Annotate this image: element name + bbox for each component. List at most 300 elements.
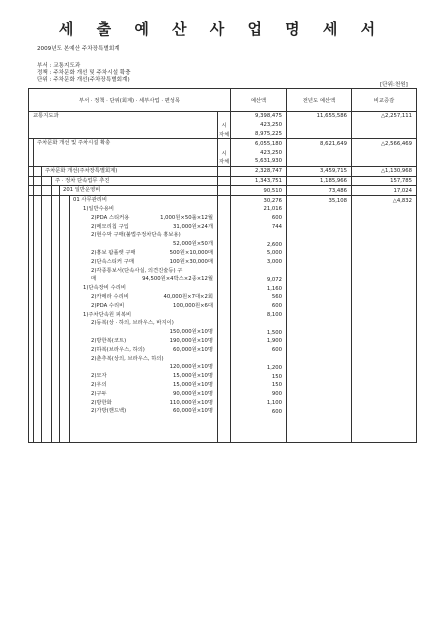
item-cell [29,139,218,148]
header-item: 부서 · 정책 · 단위(회계) · 세부사업 · 편성목 [29,89,231,112]
funding-source [218,186,231,196]
hierarchy-line [41,223,42,232]
funding-source [218,275,231,284]
item-label: 01 사무관리비 [73,197,108,204]
item-label: 2)PDA 수리비 [91,302,125,309]
amount-cell: 5,000 [231,249,287,258]
prev-amount-cell: 11,655,586 [287,112,352,121]
hierarchy-line [33,311,34,320]
amount-cell: 5,631,930 [231,157,287,166]
hierarchy-line [59,267,60,276]
hierarchy-line [69,372,70,381]
table-row [29,337,417,346]
item-calculation: 60,000원×10명 [173,346,213,353]
amount-cell: 1,900 [231,337,287,346]
item-label: 1)단속장비 수리비 [83,285,126,292]
funding-source [218,328,231,337]
table-row [29,302,417,311]
hierarchy-line [59,363,60,372]
item-calculation: 500원×10,000매 [169,249,213,256]
prev-amount-cell [287,337,352,346]
hierarchy-line [51,346,52,355]
document-title: 세 출 예 산 사 업 명 세 서 [58,20,385,38]
item-label: 주차문화 개선 및 주차시설 확충 [37,140,111,147]
table-row [29,407,417,416]
amount-cell: 6,055,180 [231,139,287,148]
item-label: 2)방한화 [91,399,112,406]
item-cell [29,205,218,214]
hierarchy-line [51,381,52,390]
hierarchy-line [33,258,34,267]
funding-source [218,319,231,328]
hierarchy-line [33,407,34,416]
diff-cell [352,399,417,408]
unit-note: [단위:천원] [380,82,408,88]
funding-source [218,231,231,240]
table-row [29,240,417,249]
hierarchy-line [69,231,70,240]
hierarchy-line [33,346,34,355]
item-cell [29,302,218,311]
table-row [29,186,417,196]
hierarchy-line [33,177,34,186]
header-prev-amount: 전년도 예산액 [287,89,352,112]
hierarchy-line [69,267,70,276]
hierarchy-line [59,284,60,293]
hierarchy-line [59,311,60,320]
table-row [29,223,417,232]
item-label: 교통지도과 [33,113,59,119]
hierarchy-line [69,407,70,416]
table-row [29,267,417,276]
item-label: 2)각종통보서(단속사실, 의견진술등) 구 [91,267,183,274]
funding-source [218,176,231,186]
table-row [29,130,417,139]
hierarchy-line [33,231,34,240]
hierarchy-line [51,434,52,443]
hierarchy-line [69,214,70,223]
hierarchy-line [33,434,34,443]
hierarchy-line [33,139,34,148]
funding-source [218,258,231,267]
item-cell [29,223,218,232]
amount-cell: 1,100 [231,399,287,408]
hierarchy-line [41,258,42,267]
diff-cell [352,425,417,434]
item-label: 2)메모리칩 구입 [91,223,129,230]
prev-amount-cell [287,157,352,166]
prev-amount-cell [287,434,352,443]
funding-source [218,363,231,372]
hierarchy-line [59,434,60,443]
hierarchy-line [51,214,52,223]
item-calculation: 52,000원×50개 [173,241,213,248]
prev-amount-cell [287,319,352,328]
hierarchy-line [41,425,42,434]
hierarchy-line [59,416,60,425]
item-calculation: 15,000원×10명 [173,373,213,380]
hierarchy-line [33,328,34,337]
item-cell [29,258,218,267]
hierarchy-line [33,205,34,214]
hierarchy-line [33,167,34,176]
amount-cell: 600 [231,302,287,311]
hierarchy-line [33,319,34,328]
hierarchy-line [33,302,34,311]
item-calculation: 110,000원×10명 [169,399,213,406]
amount-cell [231,355,287,364]
item-label: 2)홍보 팜플렛 구매 [91,249,136,256]
hierarchy-line [51,355,52,364]
table-body [29,112,417,443]
item-cell [29,293,218,302]
prev-amount-cell [287,390,352,399]
amount-cell: 600 [231,214,287,223]
hierarchy-line [59,337,60,346]
prev-amount-cell [287,121,352,130]
hierarchy-line [33,214,34,223]
prev-amount-cell [287,416,352,425]
hierarchy-line [41,399,42,408]
table-row [29,157,417,166]
prev-amount-cell [287,372,352,381]
table-row [29,355,417,364]
hierarchy-line [51,302,52,311]
hierarchy-line [59,355,60,364]
hierarchy-line [59,240,60,249]
diff-cell [352,363,417,372]
hierarchy-line [69,284,70,293]
hierarchy-line [33,240,34,249]
hierarchy-line [69,425,70,434]
diff-cell: 157,785 [352,176,417,186]
hierarchy-line [69,399,70,408]
funding-source [218,407,231,416]
item-label: 주 · 정차 단속업무 추진 [55,177,110,184]
hierarchy-line [33,249,34,258]
hierarchy-line [59,372,60,381]
prev-amount-cell: 35,108 [287,196,352,205]
hierarchy-line [51,258,52,267]
funding-source [218,416,231,425]
item-cell [29,416,218,425]
table-row [29,214,417,223]
hierarchy-line [41,319,42,328]
diff-cell: 17,024 [352,186,417,196]
funding-source: 시 [218,148,231,157]
hierarchy-line [59,223,60,232]
item-cell [29,355,218,364]
amount-cell: 30,276 [231,196,287,205]
prev-amount-cell [287,148,352,157]
hierarchy-line [59,196,60,205]
prev-amount-cell [287,130,352,139]
amount-cell [231,434,287,443]
hierarchy-line [41,363,42,372]
item-cell [29,390,218,399]
table-row [29,121,417,130]
diff-cell: △1,130,968 [352,166,417,176]
diff-cell [352,302,417,311]
item-label: 매 [91,276,97,283]
hierarchy-line [41,434,42,443]
hierarchy-line [69,328,70,337]
item-calculation: 15,000원×10명 [173,381,213,388]
prev-amount-cell: 3,459,715 [287,166,352,176]
prev-amount-cell [287,381,352,390]
amount-cell [231,231,287,240]
item-label: 2)우의 [91,381,107,388]
hierarchy-line [59,186,60,195]
hierarchy-line [33,416,34,425]
hierarchy-line [51,425,52,434]
prev-amount-cell [287,231,352,240]
hierarchy-line [41,337,42,346]
funding-source: 자체 [218,157,231,166]
table-row [29,399,417,408]
hierarchy-line [51,284,52,293]
hierarchy-line [69,434,70,443]
diff-cell [352,214,417,223]
prev-amount-cell: 73,486 [287,186,352,196]
diff-cell [352,293,417,302]
item-cell [29,328,218,337]
diff-cell [352,148,417,157]
hierarchy-line [69,302,70,311]
diff-cell [352,130,417,139]
hierarchy-line [41,196,42,205]
diff-cell [352,372,417,381]
item-cell [29,121,218,130]
item-label: 2)카메라 수리비 [91,293,129,300]
item-cell [29,399,218,408]
hierarchy-line [33,196,34,205]
funding-source [218,372,231,381]
amount-cell: 744 [231,223,287,232]
item-label: 2)방한복(코트) [91,337,127,344]
hierarchy-line [33,355,34,364]
prev-amount-cell: 8,621,649 [287,139,352,148]
hierarchy-line [69,363,70,372]
hierarchy-line [51,267,52,276]
hierarchy-line [41,381,42,390]
item-cell [29,267,218,276]
item-label: 201 일반운영비 [63,187,101,194]
table-row [29,311,417,320]
hierarchy-line [41,214,42,223]
prev-amount-cell [287,249,352,258]
item-cell [29,196,218,205]
hierarchy-line [59,346,60,355]
item-calculation: 150,000원×10명 [169,329,213,336]
funding-source [218,205,231,214]
item-cell [29,249,218,258]
prev-amount-cell [287,214,352,223]
diff-cell: △4,832 [352,196,417,205]
hierarchy-line [69,319,70,328]
table-row [29,176,417,186]
hierarchy-line [41,177,42,186]
hierarchy-line [69,311,70,320]
hierarchy-line [51,196,52,205]
hierarchy-line [69,381,70,390]
prev-amount-cell [287,275,352,284]
hierarchy-line [69,293,70,302]
hierarchy-line [69,249,70,258]
table-row [29,328,417,337]
item-cell [29,311,218,320]
item-label: 1)주차단속원 피복비 [83,311,132,318]
hierarchy-line [41,390,42,399]
table-row [29,196,417,205]
amount-cell: 900 [231,390,287,399]
amount-cell: 560 [231,293,287,302]
hierarchy-line [51,186,52,195]
diff-cell [352,275,417,284]
item-calculation: 1,000원×50롤×12월 [160,214,213,221]
item-cell [29,166,218,176]
hierarchy-line [51,328,52,337]
diff-cell: △2,257,111 [352,112,417,121]
table-row [29,372,417,381]
item-cell [29,148,218,157]
prev-amount-cell [287,267,352,276]
item-cell [29,231,218,240]
diff-cell [352,346,417,355]
hierarchy-line [51,249,52,258]
funding-source [218,112,231,121]
table-row [29,166,417,176]
hierarchy-line [33,267,34,276]
funding-source [218,311,231,320]
hierarchy-line [41,346,42,355]
hierarchy-line [41,355,42,364]
hierarchy-line [41,302,42,311]
prev-amount-cell [287,302,352,311]
prev-amount-cell [287,311,352,320]
hierarchy-line [69,223,70,232]
hierarchy-line [59,425,60,434]
item-cell [29,157,218,166]
funding-source [218,267,231,276]
funding-source [218,284,231,293]
funding-source [218,139,231,148]
hierarchy-line [41,407,42,416]
diff-cell [352,284,417,293]
table-row [29,363,417,372]
hierarchy-line [51,337,52,346]
funding-source [218,196,231,205]
amount-cell: 423,250 [231,148,287,157]
amount-cell: 1,500 [231,328,287,337]
hierarchy-line [59,319,60,328]
prev-amount-cell [287,355,352,364]
hierarchy-line [51,231,52,240]
prev-amount-cell [287,284,352,293]
amount-cell: 1,200 [231,363,287,372]
item-calculation: 100원×30,000매 [169,258,213,265]
hierarchy-line [59,214,60,223]
dept-line: 부서 : 교통지도과 [37,63,81,69]
amount-cell: 3,000 [231,258,287,267]
hierarchy-line [69,337,70,346]
hierarchy-line [59,302,60,311]
item-cell [29,381,218,390]
item-cell [29,130,218,139]
hierarchy-line [59,205,60,214]
item-label: 2)춘추복(상의, 브라우스, 하의) [91,355,164,362]
amount-cell: 90,510 [231,186,287,196]
diff-cell [352,121,417,130]
table-row [29,249,417,258]
amount-cell: 2,600 [231,240,287,249]
hierarchy-line [51,177,52,186]
amount-cell: 8,975,225 [231,130,287,139]
diff-cell: △2,566,469 [352,139,417,148]
prev-amount-cell [287,399,352,408]
diff-cell [352,337,417,346]
hierarchy-line [69,355,70,364]
funding-source [218,434,231,443]
item-cell [29,214,218,223]
hierarchy-line [33,223,34,232]
prev-amount-cell [287,240,352,249]
funding-source [218,355,231,364]
hierarchy-line [41,328,42,337]
item-cell [29,372,218,381]
hierarchy-line [41,186,42,195]
hierarchy-line [59,407,60,416]
diff-cell [352,205,417,214]
hierarchy-line [69,205,70,214]
prev-amount-cell [287,293,352,302]
hierarchy-line [51,275,52,284]
item-calculation: 120,000원×10명 [169,364,213,371]
item-label: 2)단속스티커 구매 [91,258,134,265]
table-row [29,231,417,240]
item-label: 2)동복(상 · 하의, 브라우스, 바지이) [91,320,174,327]
hierarchy-line [51,223,52,232]
funding-source [218,425,231,434]
diff-cell [352,157,417,166]
hierarchy-line [69,390,70,399]
diff-cell [352,407,417,416]
hierarchy-line [51,416,52,425]
amount-cell: 1,160 [231,284,287,293]
item-label: 2)현수막 구매(불법주정차단속 홍보용) [91,232,181,239]
hierarchy-line [33,381,34,390]
hierarchy-line [59,249,60,258]
prev-amount-cell [287,328,352,337]
hierarchy-line [33,363,34,372]
header-amount: 예산액 [231,89,287,112]
hierarchy-line [33,399,34,408]
item-cell [29,363,218,372]
hierarchy-line [51,399,52,408]
funding-source: 자체 [218,130,231,139]
prev-amount-cell: 1,185,966 [287,176,352,186]
diff-cell [352,223,417,232]
hierarchy-line [69,258,70,267]
item-cell [29,284,218,293]
item-cell [29,112,218,121]
funding-source [218,346,231,355]
funding-source [218,337,231,346]
diff-cell [352,258,417,267]
year-line: 2009년도 본예산 주차장특별회계 [37,46,120,52]
prev-amount-cell [287,258,352,267]
funding-source [218,214,231,223]
